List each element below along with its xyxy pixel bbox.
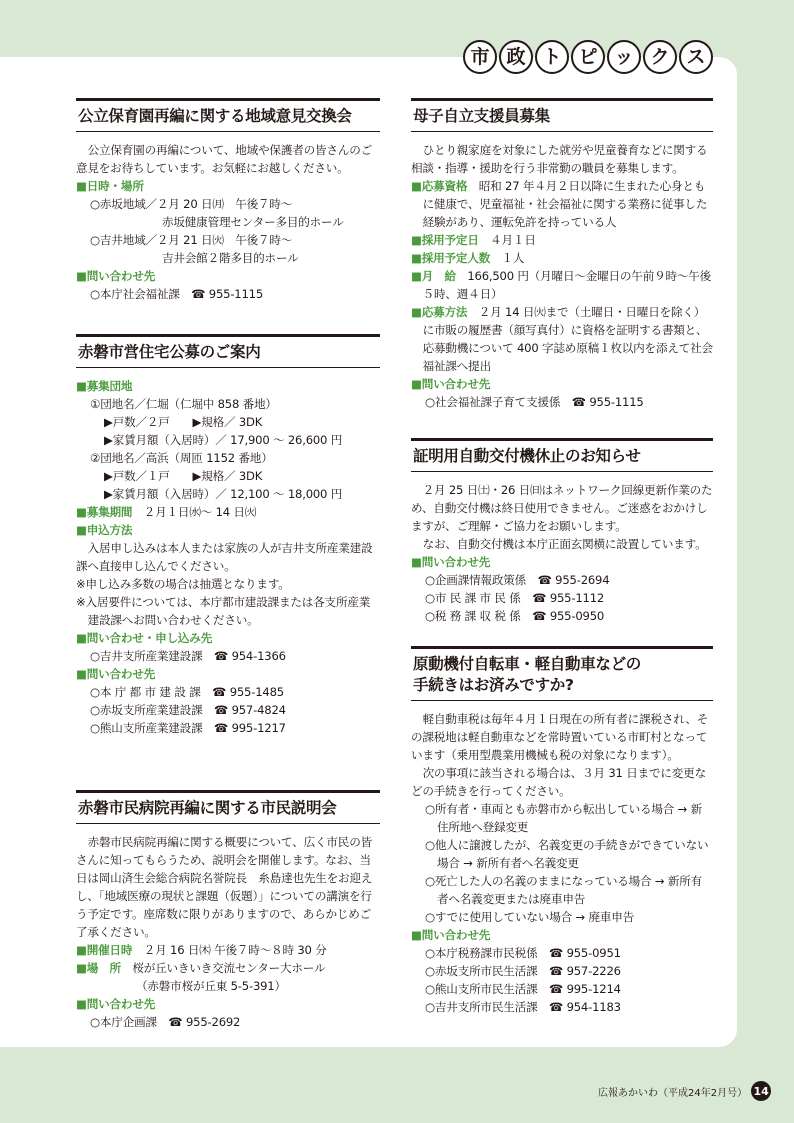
header-badge: ス (679, 40, 713, 74)
contact-line: ○社会福祉課子育て支援係 ☎ 955-1115 (425, 394, 644, 409)
contact-line: ○税 務 課 収 税 係 ☎ 955-0950 (425, 608, 605, 623)
list-item: ○他人に譲渡したが、名義変更の手続きができていない場合 → 新所有者へ名義変更 (425, 837, 709, 870)
header-badge: ト (535, 40, 569, 74)
paragraph: 軽自動車税は毎年４月１日現在の所有者に課税され、その課税地は軽自動車などを常時置いている市町村となっています（乗用型農業用機械も税の対象になります）。 (411, 711, 709, 762)
list-item: ○吉井地域／２月 21 日㈫ 午後７時～ (90, 232, 293, 247)
label-contact: ■問い合わせ先 (76, 666, 156, 681)
list-item: ①団地名／仁堀（仁堀中 858 番地） (90, 396, 277, 411)
contact-line: ○本庁税務課市民税係 ☎ 955-0951 (425, 945, 621, 960)
contact-line: ○本 庁 都 市 建 設 課 ☎ 955-1485 (90, 684, 284, 699)
header-badge: ク (643, 40, 677, 74)
contact-line: ○熊山支所市民生活課 ☎ 995-1214 (425, 981, 621, 996)
list-item: ②団地名／高浜（周匝 1152 番地） (90, 450, 273, 465)
label-start-date: ■採用予定日 (411, 232, 479, 247)
paragraph: ひとり親家庭を対象にした就労や児童養育などに関する相談・指導・援助を行う非常勤の職員を募集します。 (411, 142, 708, 175)
qualification-value: 昭和 27 年４月２日以降に生まれた心身ともに健康で、児童福祉・社会福祉に関する業務に従事した経験があり、運転免許を持っている人 (422, 178, 708, 229)
list-item: ○赤坂地域／２月 20 日㈪ 午後７時～ (90, 196, 293, 211)
kiosk-section (411, 438, 713, 625)
support-staff-section (411, 98, 713, 411)
paragraph: 赤磐市民病院再編に関する概要について、広く市民の皆さんに知ってもらうため、説明会を開催します。なお、当日は岡山済生会総合病院名誉院長 糸島達也先生をお迎えし、「地域医療の現状と課題（仮題）」についての講演を行う予定です。座席数に限りがありますので、あらかじめご了承ください。 (76, 834, 373, 939)
header-badge: ッ (607, 40, 641, 74)
label-salary: ■月 給 (411, 268, 456, 283)
section-title-line: 原動機付自転車・軽自動車などの (413, 654, 642, 673)
label-place: ■場 所 (76, 960, 121, 975)
list-item: 赤坂健康管理センター多目的ホール (162, 214, 344, 229)
paragraph: 入居申し込みは本人または家族の人が吉井支所産業建設課へ直接申し込んでください。 (76, 540, 373, 573)
period-value: ２月１日㈬～ 14 日㈫ (143, 504, 257, 519)
note: ※申し込み多数の場合は抽選となります。 (76, 576, 290, 591)
page-footer (598, 1081, 771, 1101)
label-contact-apply: ■問い合わせ・申し込み先 (76, 630, 213, 645)
publication-name: 広報あかいわ（平成24年2月号） (598, 1087, 748, 1099)
label-contact: ■問い合わせ先 (76, 996, 156, 1011)
label-period: ■募集期間 (76, 504, 133, 519)
label-contact: ■問い合わせ先 (411, 554, 491, 569)
paragraph: 次の事項に該当される場合は、３月 31 日までに変更などの手続きを行ってください。 (411, 765, 706, 798)
method-value: ２月 14 日㈫まで（土曜日・日曜日を除く）に市販の履歴書（顔写真付）に資格を証明する書類と、応募動機について 400 字誌め原稿１枚以内を添えて社会福祉課へ提出 (422, 304, 713, 373)
section-title: 母子自立支援員募集 (411, 98, 713, 132)
label-contact: ■問い合わせ先 (411, 376, 491, 391)
page-number: 14 (751, 1081, 771, 1101)
list-item: ▶戸数／２戸 ▶規格／ 3DK (104, 414, 263, 429)
list-item: ▶戸数／１戸 ▶規格／ 3DK (104, 468, 263, 483)
list-item: ○所有者・車両とも赤磐市から転出している場合 → 新住所地へ登録変更 (425, 801, 703, 834)
contact-line: ○吉井支所市民生活課 ☎ 954-1183 (425, 999, 621, 1014)
label-datetime-place: ■日時・場所 (76, 178, 144, 193)
contact-line: ○吉井支所産業建設課 ☎ 954-1366 (90, 648, 286, 663)
housing-section (76, 334, 380, 737)
section-title: 赤磐市営住宅公募のご案内 (76, 334, 380, 368)
header-badge: 市 (463, 40, 497, 74)
hospital-section (76, 790, 380, 1031)
contact-line: ○市 民 課 市 民 係 ☎ 955-1112 (425, 590, 605, 605)
contact-line: ○熊山支所産業建設課 ☎ 995-1217 (90, 720, 286, 735)
label-date: ■開催日時 (76, 942, 133, 957)
contact-line: ○企画課情報政策係 ☎ 955-2694 (425, 572, 610, 587)
section-title: 証明用自動交付機休止のお知らせ (411, 438, 713, 472)
paragraph: ２月 25 日㈯・26 日㈰はネットワーク回線更新作業のため、自動交付機は終日使用できません。ご迷惑をおかけしますが、ご理解・ご協力をお願いします。 (411, 482, 713, 533)
list-item: 吉井会館２階多目的ホール (162, 250, 299, 265)
vehicle-tax-section (411, 646, 713, 1016)
contact-line: ○赤坂支所市民生活課 ☎ 957-2226 (425, 963, 621, 978)
section-header-badges (463, 40, 713, 74)
place-value: 桜が丘いきいき交流センター大ホール (132, 960, 326, 975)
contact-line: ○赤坂支所産業建設課 ☎ 957-4824 (90, 702, 286, 717)
label-qualification: ■応募資格 (411, 178, 468, 193)
left-column (76, 98, 380, 1031)
list-item: ○死亡した人の名義のままになっている場合 → 新所有者へ名義変更または廃車申告 (425, 873, 703, 906)
section-title: 公立保育園再編に関する地域意見交換会 (76, 98, 380, 132)
place-address: （赤磐市桜が丘東 5-5-391） (136, 978, 286, 993)
headcount-value: １人 (501, 250, 525, 265)
label-method: ■応募方法 (411, 304, 468, 319)
label-contact: ■問い合わせ先 (76, 268, 156, 283)
list-item: ▶家賃月額（入居時）／ 12,100 ～ 18,000 円 (104, 486, 343, 501)
contact-line: ○本庁企画課 ☎ 955-2692 (90, 1014, 241, 1029)
right-column (411, 98, 713, 1016)
salary-value: 166,500 円（月曜日～金曜日の午前９時～午後５時、週４日） (422, 268, 712, 301)
label-apply: ■申込方法 (76, 522, 133, 537)
section-title (411, 646, 713, 701)
label-headcount: ■採用予定人数 (411, 250, 491, 265)
contact-line: ○本庁社会福祉課 ☎ 955-1115 (90, 286, 264, 301)
date-value: ２月 16 日㈭ 午後７時～８時 30 分 (143, 942, 327, 957)
nursery-section (76, 98, 380, 303)
header-badge: 政 (499, 40, 533, 74)
paragraph: なお、自動交付機は本庁正面玄関横に設置しています。 (422, 536, 707, 551)
label-contact: ■問い合わせ先 (411, 927, 491, 942)
section-title: 赤磐市民病院再編に関する市民説明会 (76, 790, 380, 824)
start-date-value: ４月１日 (490, 232, 536, 247)
header-badge: ピ (571, 40, 605, 74)
note: ※入居要件については、本庁都市建設課または各支所産業建設課へお問い合わせください。 (76, 594, 371, 627)
label-housing: ■募集団地 (76, 378, 133, 393)
list-item: ○すでに使用していない場合 → 廃車申告 (425, 909, 635, 924)
paragraph: 公立保育園の再編について、地域や保護者の皆さんのご意見をお待ちしています。お気軽にお越しください。 (76, 142, 372, 175)
list-item: ▶家賃月額（入居時）／ 17,900 ～ 26,600 円 (104, 432, 343, 447)
section-title-line: 手続きはお済みですか? (413, 675, 574, 694)
